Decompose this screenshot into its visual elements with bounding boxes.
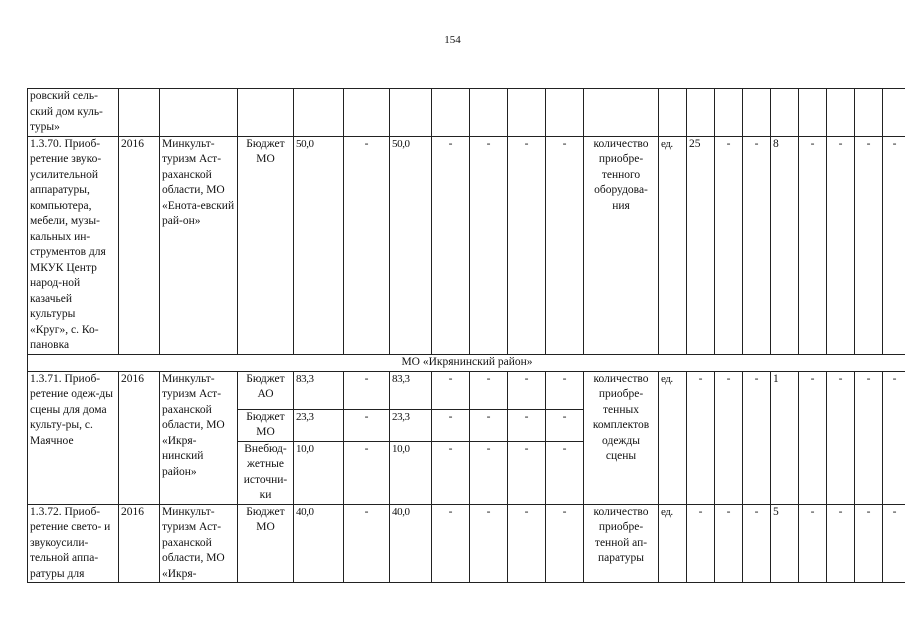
indicator-value: - (715, 371, 743, 504)
amount-cell: - (344, 441, 390, 504)
amount-cell: - (546, 441, 584, 504)
funding-source: Бюджет МО (238, 136, 294, 354)
indicator-value: - (855, 504, 883, 583)
indicator-value: - (715, 136, 743, 354)
page-number: 154 (444, 34, 461, 46)
indicator-value: - (855, 371, 883, 504)
amount-cell: - (508, 409, 546, 441)
indicator-value: - (799, 371, 827, 504)
amount-cell: - (546, 371, 584, 409)
indicator-value: - (883, 371, 905, 504)
indicator-value: - (883, 504, 905, 583)
item-year: 2016 (119, 504, 160, 583)
indicator-value: - (799, 136, 827, 354)
item-name: ровский сель-ский дом куль-туры» (28, 89, 119, 137)
table-row (28, 504, 905, 583)
total-amount: 50,0 (294, 136, 344, 354)
amount-cell: - (508, 504, 546, 583)
amount-cell: - (432, 371, 470, 409)
indicator: количество приобре-тенного оборудова-ния (584, 136, 659, 354)
funding-source: Бюджет МО (238, 409, 294, 441)
indicator-value: - (827, 136, 855, 354)
indicator-value: - (743, 136, 771, 354)
program-table (27, 88, 905, 583)
amount-cell: 23,3 (390, 409, 432, 441)
indicator: количество приобре-тенной ап-паратуры (584, 504, 659, 583)
section-row (28, 354, 905, 371)
indicator: количество приобре-тенных комплектов одежды сцены (584, 371, 659, 504)
amount-cell: - (344, 409, 390, 441)
amount-cell: 83,3 (390, 371, 432, 409)
indicator-value: 25 (687, 136, 715, 354)
funding-source: Бюджет МО (238, 504, 294, 583)
indicator-value: 8 (771, 136, 799, 354)
amount-cell: - (508, 371, 546, 409)
amount-cell: - (432, 504, 470, 583)
amount-cell: 10,0 (390, 441, 432, 504)
amount-cell: - (546, 136, 584, 354)
indicator-value: - (715, 504, 743, 583)
item-name: 1.3.72. Приоб-ретение свето- и звукоусили-тельной аппа-ратуры для (28, 504, 119, 583)
amount-cell: - (344, 136, 390, 354)
table-row (28, 371, 905, 409)
total-amount: 10,0 (294, 441, 344, 504)
amount-cell: 50,0 (390, 136, 432, 354)
total-amount: 40,0 (294, 504, 344, 583)
funding-source: Бюджет АО (238, 371, 294, 409)
item-executor: Минкульт-туризм Аст-раханской области, МО «Икря- (160, 504, 238, 583)
unit: ед. (659, 371, 687, 504)
indicator-value: - (743, 371, 771, 504)
amount-cell: - (470, 409, 508, 441)
amount-cell: - (344, 504, 390, 583)
amount-cell: - (432, 409, 470, 441)
item-year: 2016 (119, 136, 160, 354)
table-row (28, 89, 905, 137)
unit: ед. (659, 504, 687, 583)
funding-source: Внебюд-жетные источни-ки (238, 441, 294, 504)
indicator-value: - (827, 504, 855, 583)
table-row (28, 136, 905, 354)
indicator-value: - (687, 371, 715, 504)
amount-cell: - (470, 441, 508, 504)
item-executor: Минкульт-туризм Аст-раханской области, МО «Икря-нинский район» (160, 371, 238, 504)
amount-cell: - (344, 371, 390, 409)
amount-cell: - (508, 136, 546, 354)
total-amount: 83,3 (294, 371, 344, 409)
indicator-value: - (883, 136, 905, 354)
amount-cell: 40,0 (390, 504, 432, 583)
item-year: 2016 (119, 371, 160, 504)
indicator-value: - (799, 504, 827, 583)
amount-cell: - (546, 504, 584, 583)
indicator-value: - (743, 504, 771, 583)
indicator-value: 5 (771, 504, 799, 583)
section-title: МО «Икрянинский район» (28, 354, 905, 371)
amount-cell: - (432, 441, 470, 504)
indicator-value: 1 (771, 371, 799, 504)
indicator-value: - (827, 371, 855, 504)
indicator-value: - (687, 504, 715, 583)
indicator-value: - (855, 136, 883, 354)
total-amount: 23,3 (294, 409, 344, 441)
amount-cell: - (432, 136, 470, 354)
amount-cell: - (470, 136, 508, 354)
amount-cell: - (546, 409, 584, 441)
amount-cell: - (470, 504, 508, 583)
item-executor: Минкульт-туризм Аст-раханской области, МО «Енота-евский рай-он» (160, 136, 238, 354)
unit: ед. (659, 136, 687, 354)
item-name: 1.3.70. Приоб-ретение звуко-усилительной аппаратуры, компьютера, мебели, музы-кальных ин-струментов для МКУК Центр народ-ной казачьей культуры «Круг», с. Ко-пановка (28, 136, 119, 354)
amount-cell: - (508, 441, 546, 504)
item-name: 1.3.71. Приоб-ретение одеж-ды сцены для дома культу-ры, с. Маячное (28, 371, 119, 504)
amount-cell: - (470, 371, 508, 409)
